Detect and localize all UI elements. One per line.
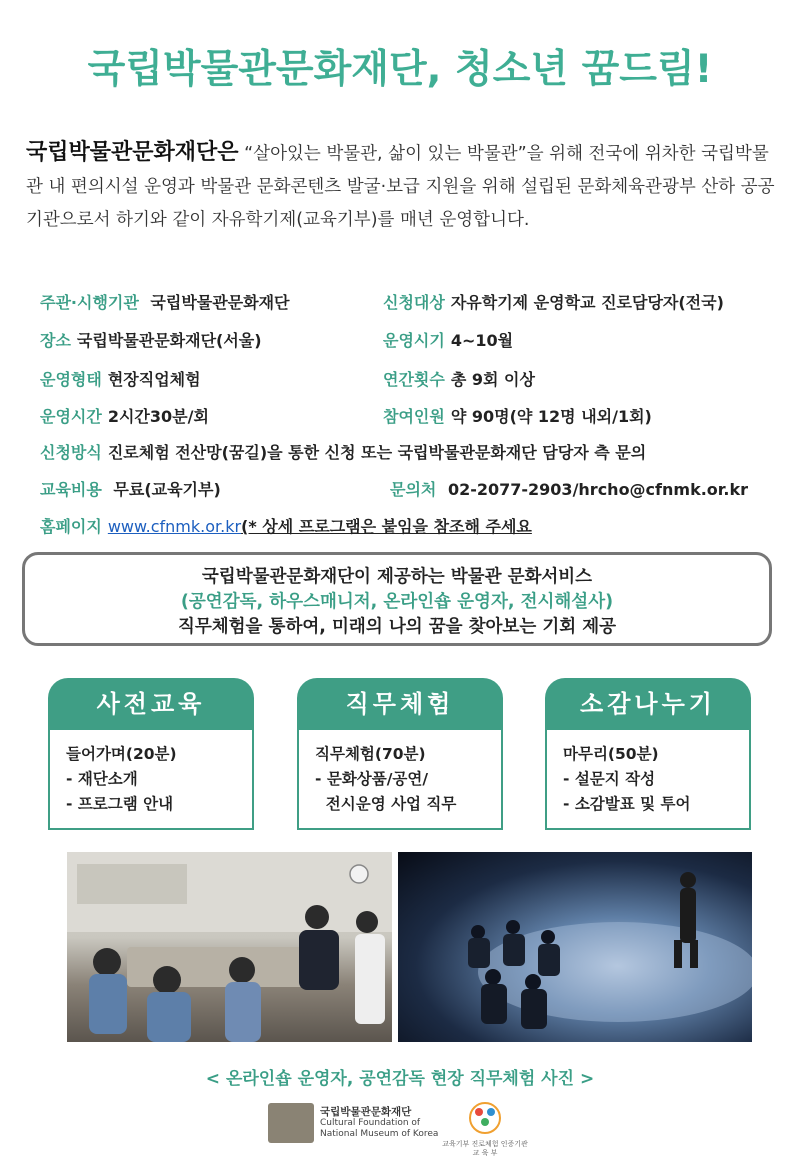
info-cost: 교육비용 무료(교육기부) (40, 480, 221, 499)
foundation-logo: 국립박물관문화재단 Cultural Foundation of National Museum of Korea (268, 1103, 438, 1143)
info-count: 연간횟수 총 9회 이상 (383, 370, 535, 389)
homepage-note: (* 상세 프로그램은 붙임을 참조해 주세요 (241, 517, 532, 536)
info-contact: 문의처 02-2077-2903/hrcho@cfnmk.or.kr (390, 480, 748, 499)
homepage-link[interactable]: www.cfnmk.or.kr (107, 517, 242, 536)
service-line-2: (공연감독, 하우스매니저, 온라인숍 운영자, 전시해설사) (180, 592, 614, 612)
info-host: 주관·시행기관 국립박물관문화재단 (40, 293, 290, 312)
step-pre-education (48, 678, 254, 830)
step-head: 사전교육 (48, 678, 254, 730)
step-body: 들어가며(20분) - 재단소개 - 프로그램 안내 (48, 730, 254, 830)
service-box (22, 552, 772, 646)
step-sharing (545, 678, 751, 830)
info-target: 신청대상 자유학기제 운영학교 진로담당자(전국) (383, 293, 724, 312)
ministry-logo: 교육기부 진로체험 인증기관 교 육 부 (440, 1100, 530, 1156)
info-people: 참여인원 약 90명(약 12명 내외/1회) (383, 407, 652, 426)
step-head: 소감나누기 (545, 678, 751, 730)
step-head: 직무체험 (297, 678, 503, 730)
page-title: 국립박물관문화재단, 청소년 꿈드림! (87, 47, 713, 92)
photo-online-shop (67, 852, 392, 1042)
info-type: 운영형태 현장직업체험 (40, 370, 201, 389)
info-apply: 신청방식 진로체험 전산망(꿈길)을 통한 신청 또는 국립박물관문화재단 담당자 측 문의 (40, 443, 647, 462)
step-body: 마무리(50분) - 설문지 작성 - 소감발표 및 투어 (545, 730, 751, 830)
ministry-logo-icon (465, 1100, 505, 1136)
info-place: 장소 국립박물관문화재단(서울) (40, 331, 262, 350)
info-homepage: 홈페이지 www.cfnmk.or.kr(* 상세 프로그램은 붙임을 참조해 주세요 (40, 517, 532, 536)
photo-caption: < 온라인숍 운영자, 공연감독 현장 직무체험 사진 > (205, 1069, 595, 1089)
info-period: 운영시기 4~10월 (383, 331, 514, 350)
intro-text: “살아있는 박물관, 삶이 있는 박물관”을 위해 전국에 위차한 국립박물관 내 편의시설 운영과 박물관 문화콘텐츠 발굴·보급 지원을 위해 설립된 문화체육관광부 산하 공공기관으로서 하기와 같이 자유학기제(교육기부)를 매년 운영합니다. (26, 144, 775, 230)
intro-paragraph (26, 136, 778, 237)
service-line-1: 국립박물관문화재단이 제공하는 박물관 문화서비스 (201, 567, 593, 587)
foundation-logo-icon (268, 1103, 314, 1143)
step-job-experience (297, 678, 503, 830)
info-time: 운영시간 2시간30분/회 (40, 407, 209, 426)
step-body: 직무체험(70분) - 문화상품/공연/ 전시운영 사업 직무 (297, 730, 503, 830)
photo-performance-director (398, 852, 752, 1042)
intro-lead: 국립박물관문화재단은 (26, 140, 239, 165)
service-line-3: 직무체험을 통하여, 미래의 나의 꿈을 찾아보는 기회 제공 (177, 617, 617, 637)
